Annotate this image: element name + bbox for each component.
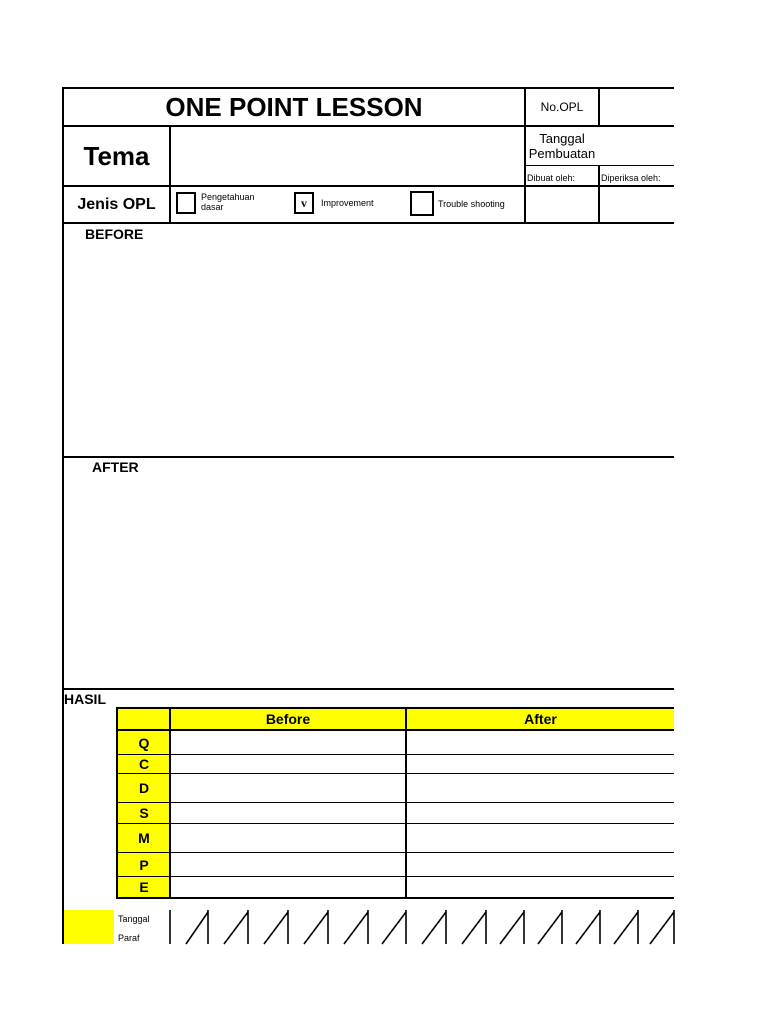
tanggal-pembuatan-line2: Pembuatan xyxy=(528,146,596,161)
hasil-row-e: E xyxy=(139,879,149,895)
checkbox-improvement[interactable]: v xyxy=(294,192,314,214)
diperiksa-label: Diperiksa oleh: xyxy=(601,173,661,183)
signature-boxes xyxy=(170,910,674,944)
no-opl-label: No.OPL xyxy=(540,100,584,114)
option-trouble-shooting-label: Trouble shooting xyxy=(438,199,505,209)
option-improvement-label: Improvement xyxy=(321,198,374,208)
hasil-section-title: HASIL xyxy=(64,691,106,707)
hasil-row-c: C xyxy=(138,756,150,772)
signature-box-diagonal xyxy=(422,912,446,944)
signature-box-diagonal xyxy=(224,912,248,944)
hasil-row-q: Q xyxy=(138,734,150,751)
hasil-header-before: Before xyxy=(265,711,311,727)
signature-box-diagonal xyxy=(538,912,562,944)
signature-box-diagonal xyxy=(614,912,638,944)
footer-paraf-label: Paraf xyxy=(118,933,140,943)
signature-box-diagonal xyxy=(382,912,406,944)
before-section-title: BEFORE xyxy=(85,226,144,242)
signature-box-diagonal xyxy=(462,912,486,944)
after-section-title: AFTER xyxy=(92,459,139,475)
page-title: ONE POINT LESSON xyxy=(165,91,423,122)
signature-box-diagonal xyxy=(344,912,368,944)
signature-box-diagonal xyxy=(186,912,208,944)
hasil-row-s: S xyxy=(139,805,149,821)
signature-box-diagonal xyxy=(576,912,600,944)
dibuat-label: Dibuat oleh: xyxy=(527,173,576,183)
tema-label: Tema xyxy=(83,140,150,171)
jenis-opl-label: Jenis OPL xyxy=(77,195,156,213)
signature-box-diagonal xyxy=(500,912,524,944)
signature-box-diagonal xyxy=(304,912,328,944)
signature-box-diagonal xyxy=(264,912,288,944)
hasil-row-p: P xyxy=(139,856,149,873)
hasil-row-d: D xyxy=(138,780,150,796)
hasil-row-m: M xyxy=(138,830,150,846)
tanggal-pembuatan-line1: Tanggal xyxy=(539,131,585,146)
option-pengetahuan-line1: Pengetahuan xyxy=(201,192,255,202)
signature-box-diagonal xyxy=(650,912,674,944)
hasil-header-after: After xyxy=(524,711,557,727)
footer-tanggal-label: Tanggal xyxy=(118,914,150,924)
option-pengetahuan-line2: dasar xyxy=(201,202,224,212)
